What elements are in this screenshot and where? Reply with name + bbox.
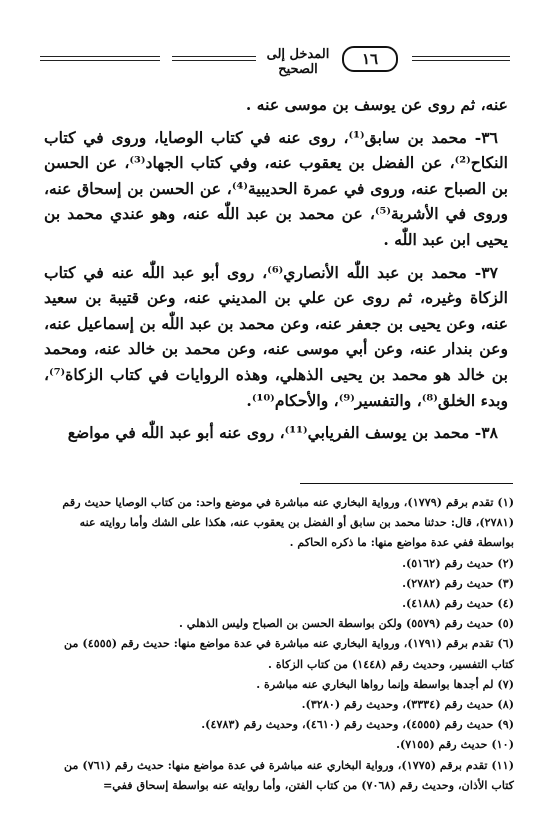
footnote: (٧) لم أجدها بواسطة وإنما رواها البخاري عنه مباشرة . (256, 676, 514, 691)
paragraph-entry-38: ٣٨- محمد بن يوسف الفريابي⁽¹¹⁾، روى عنه أبو عبد اللّٰه في مواضع (67, 423, 498, 443)
main-text (44, 92, 508, 453)
footnote: (٨) حديث رقم (٣٣٣٤)، وحديث رقم (٣٢٨٠). (301, 697, 514, 712)
footnote: (١) تقدم برقم (١٧٧٩)، ورواية البخاري عنه مباشرة في موضع واحد: من كتاب الوصايا حديث رقم (٢٧٨١)، قال: حدثنا محمد بن سابق أو الفضل بن يعقوب عنه، هكذا على الشك وأما روايته عنه بواسطة ففي عدة مواضع منها: ما ذكره الحاكم . (62, 495, 514, 550)
footnote: (٦) تقدم برقم (١٧٩١)، ورواية البخاري عنه مباشرة في عدة مواضع منها: حديث رقم (٤٥٥٥) من كتاب التفسير، وحديث رقم (١٤٤٨) من كتاب الزكاة . (64, 636, 514, 671)
footnote: (٩) حديث رقم (٤٥٥٥)، وحديث رقم (٤٦١٠)، وحديث رقم (٤٧٨٣). (201, 717, 514, 732)
header-rule-middle (172, 56, 256, 61)
paragraph-entry-37: ٣٧- محمد بن عبد اللّٰه الأنصاري⁽⁶⁾، روى أبو عبد اللّٰه عنه في كتاب الزكاة وغيره، ثم روى عن علي بن المديني عنه، وعن قتيبة بن سعيد عنه، وعن يحيى بن جعفر عنه، وعن محمد بن عبد اللّٰه بن إسماعيل عنه، وعن بندار عنه، وعن أبي موسى عنه، وعن محمد بن خالد عنه، ومحمد بن خالد هو محمد بن يحيى الذهلي، وهذه الروايات في كتاب الزكاة⁽⁷⁾، وبدء الخلق⁽⁸⁾، والتفسير⁽⁹⁾، والأحكام⁽¹⁰⁾. (44, 262, 508, 410)
header-title: المدخل إلى الصحيح (266, 47, 330, 77)
footnotes (46, 492, 514, 795)
footnote: (١٠) حديث رقم (٧١٥٥). (396, 737, 514, 752)
header-rule-left (40, 56, 160, 61)
header-rule-right (412, 56, 510, 61)
footnote: (١١) تقدم برقم (١٧٧٥)، ورواية البخاري عنه مباشرة في عدة مواضع منها: حديث رقم (٧٦١) من كتاب الأذان، وحديث رقم (٧٠٦٨) من كتاب الفتن، وأما روايته عنه بواسطة إسحاق ففي= (64, 757, 514, 792)
footnote-separator (300, 483, 513, 484)
paragraph-entry-36: ٣٦- محمد بن سابق⁽¹⁾، روى عنه في كتاب الوصايا، وروى في كتاب النكاح⁽²⁾، عن الفضل بن يعقوب عنه، وفي كتاب الجهاد⁽³⁾، عن الحسن بن الصباح عنه، وروى في عمرة الحديبية⁽⁴⁾، عن الحسن بن إسحاق عنه، وروى في الأشربة⁽⁵⁾، عن محمد بن عبد اللّٰه عنه، وهو عندي محمد بن يحيى ابن عبد اللّٰه . (44, 127, 508, 249)
footnote: (٣) حديث رقم (٢٧٨٢). (402, 575, 514, 590)
page-number: ١٦ (342, 46, 398, 72)
paragraph: عنه، ثم روى عن يوسف بن موسى عنه . (245, 95, 508, 114)
running-header (40, 44, 510, 77)
footnote: (٢) حديث رقم (٥١٦٢). (402, 555, 514, 570)
footnote: (٥) حديث رقم (٥٥٧٩) ولكن بواسطة الحسن بن الصباح وليس الذهلي . (179, 616, 514, 631)
footnote: (٤) حديث رقم (٤١٨٨). (402, 596, 514, 611)
